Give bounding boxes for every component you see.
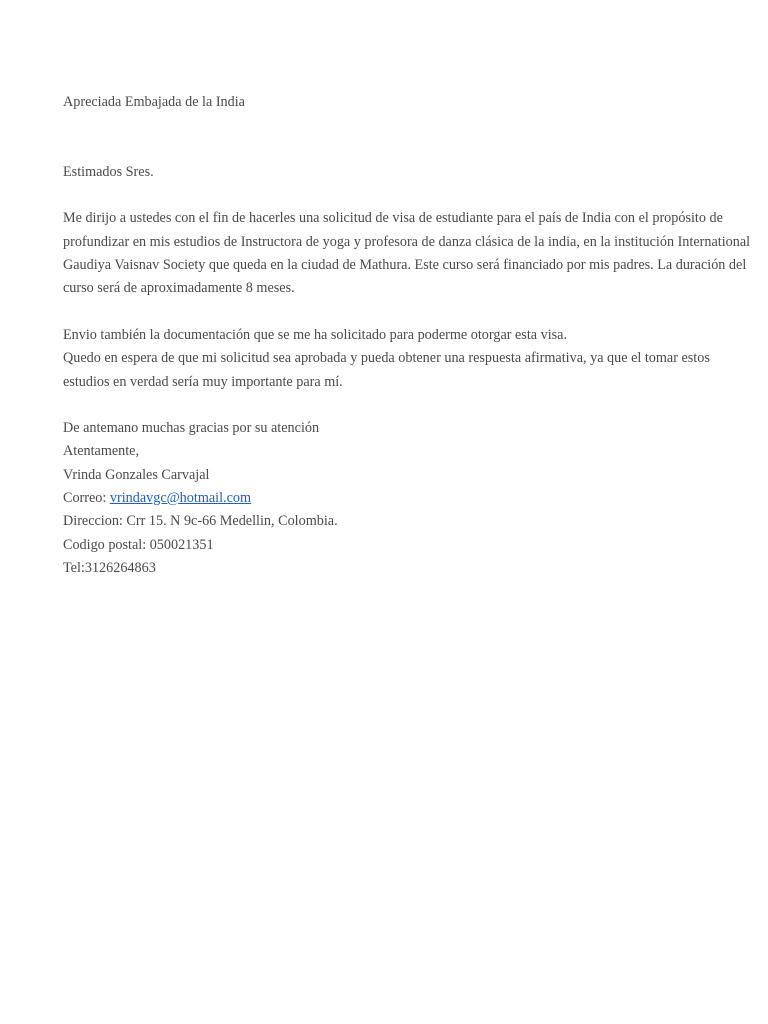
email-label: Correo: bbox=[63, 490, 110, 507]
paragraph-documents: Envio también la documentación que se me ha solicitado para poderme otorgar esta visa. bbox=[63, 326, 568, 343]
paragraph-request: Me dirijo a ustedes con el fin de hacerles una solicitud de visa de estudiante para el país de India con el propósito de profundizar en mis estudios de Instructora de yoga y profesora de danza clásica de la india, en la institución International Gaudiya Vaisnav Society que queda en la ciudad de Mathura. Este curso será financiado por mis padres. La duración del curso será de aproximadamente 8 meses. bbox=[63, 210, 751, 297]
spacer bbox=[63, 394, 753, 417]
spacer bbox=[63, 301, 753, 324]
letter-body bbox=[63, 91, 753, 580]
closing-line: Atentamente, bbox=[63, 443, 140, 460]
spacer bbox=[63, 184, 753, 207]
postal-line: Codigo postal: 050021351 bbox=[63, 536, 214, 553]
salutation: Estimados Sres. bbox=[63, 163, 154, 180]
email-line bbox=[63, 487, 753, 510]
signature-name: Vrinda Gonzales Carvajal bbox=[63, 466, 210, 483]
address-line: Direccion: Crr 15. N 9c-66 Medellin, Colombia. bbox=[63, 513, 338, 530]
paragraph-waiting: Quedo en espera de que mi solicitud sea aprobada y pueda obtener una respuesta afirmativa, ya que el tomar estos estudios en verdad sería muy importante para mí. bbox=[63, 350, 710, 390]
greeting: Apreciada Embajada de la India bbox=[63, 94, 245, 110]
thanks-line: De antemano muchas gracias por su atención bbox=[63, 420, 320, 437]
phone-line: Tel:3126264863 bbox=[63, 559, 156, 576]
spacer bbox=[63, 114, 753, 161]
email-link[interactable]: vrindavgc@hotmail.com bbox=[109, 490, 252, 507]
